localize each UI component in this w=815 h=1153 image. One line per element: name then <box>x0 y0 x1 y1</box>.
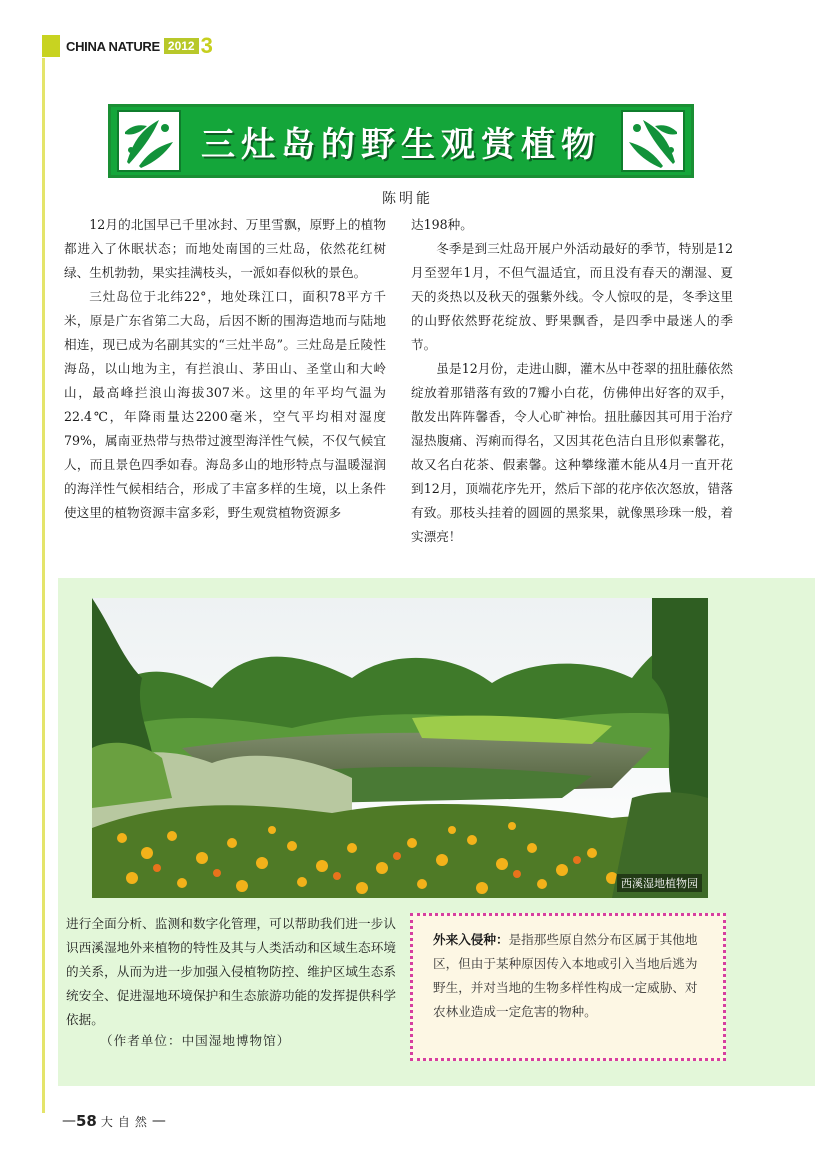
page-number: 58 <box>76 1112 97 1130</box>
footer-dash-icon: — <box>62 1113 76 1129</box>
left-column <box>64 213 386 525</box>
leaf-ornament-icon <box>117 110 181 172</box>
leaf-ornament-icon <box>621 110 685 172</box>
footer-dash-icon: — <box>151 1113 166 1129</box>
glossary-box <box>410 913 726 1061</box>
paragraph: 冬季是到三灶岛开展户外活动最好的季节，特别是12月至翌年1月，不但气温适宜，而且没有春天的潮湿、夏天的炎热以及秋天的强紫外线。令人惊叹的是，冬季这里的山野依然野花绽放、野果飘香，是四季中最迷人的季节。 <box>411 241 733 352</box>
footer-magazine-name: 大自然 <box>100 1114 152 1129</box>
corner-accent-block <box>42 35 60 57</box>
author-affiliation: （作者单位：中国湿地博物馆） <box>100 1033 291 1048</box>
author-name: 陈明能 <box>382 191 433 207</box>
previous-article-text <box>66 912 396 1032</box>
photo-caption: 西溪湿地植物园 <box>617 874 702 892</box>
magazine-header <box>66 34 213 58</box>
paragraph: 12月的北国早已千里冰封、万里雪飘，原野上的植物都进入了休眠状态；而地处南国的三灶岛，依然花红树绿、生机勃勃，果实挂满枝头，一派如春似秋的景色。 <box>64 217 386 280</box>
paragraph-continuation: 达198种。 <box>411 217 473 232</box>
page-footer <box>62 1112 166 1130</box>
wetland-photo <box>92 598 708 898</box>
paragraph: 进行全面分析、监测和数字化管理，可以帮助我们进一步认识西溪湿地外来植物的特性及其与人类活动和区域生态环境的关系，从而为进一步加强入侵植物防控、维护区域生态系统安全、促进湿地环境保护和生态旅游功能的发挥提供科学依据。 <box>66 916 396 1027</box>
magazine-name: CHINA NATURE <box>66 38 160 54</box>
article-title: 三灶岛的野生观赏植物 <box>201 124 601 165</box>
magazine-year: 2012 <box>164 38 199 54</box>
title-banner <box>108 104 694 178</box>
paragraph: 虽是12月份，走进山脚，灌木丛中苍翠的扭肚藤依然绽放着那错落有致的7瓣小白花，仿佛伸出好客的双手，散发出阵阵馨香，令人心旷神怡。扭肚藤因其可用于治疗湿热腹痛、泻痢而得名，又因其花色洁白且形似素馨花，故又名白花茶、假素馨。这种攀缘灌木能从4月一直开花到12月，顶端花序先开，然后下部的花序依次怒放，错落有致。那枝头挂着的圆圆的黑浆果，就像黑珍珠一般，着实漂亮！ <box>411 361 733 544</box>
glossary-definition: 是指那些原自然分布区属于其他地区，但由于某种原因传入本地或引入当地后逃为野生，并对当地的生物多样性构成一定威胁、对农林业造成一定危害的物种。 <box>433 932 698 1019</box>
magazine-issue: 3 <box>200 33 213 58</box>
glossary-term: 外来入侵种： <box>433 932 509 947</box>
right-column <box>411 213 733 549</box>
paragraph: 三灶岛位于北纬22°，地处珠江口，面积78平方千米，原是广东省第二大岛，后因不断的围海造地而与陆地相连，现已成为名副其实的“三灶半岛”。三灶岛是丘陵性海岛，以山地为主，有拦浪山、茅田山、圣堂山和大岭山，最高峰拦浪山海拔307米。这里的年平均气温为22.4℃，年降雨量达2200毫米，空气平均相对湿度79%，属南亚热带与热带过渡型海洋性气候，不仅气候宜人，而且景色四季如春。海岛多山的地形特点与温暖湿润的海洋性气候相结合，形成了丰富多样的生境，以上条件使这里的植物资源丰富多彩，野生观赏植物资源多 <box>64 289 386 520</box>
left-accent-bar <box>42 58 45 1113</box>
